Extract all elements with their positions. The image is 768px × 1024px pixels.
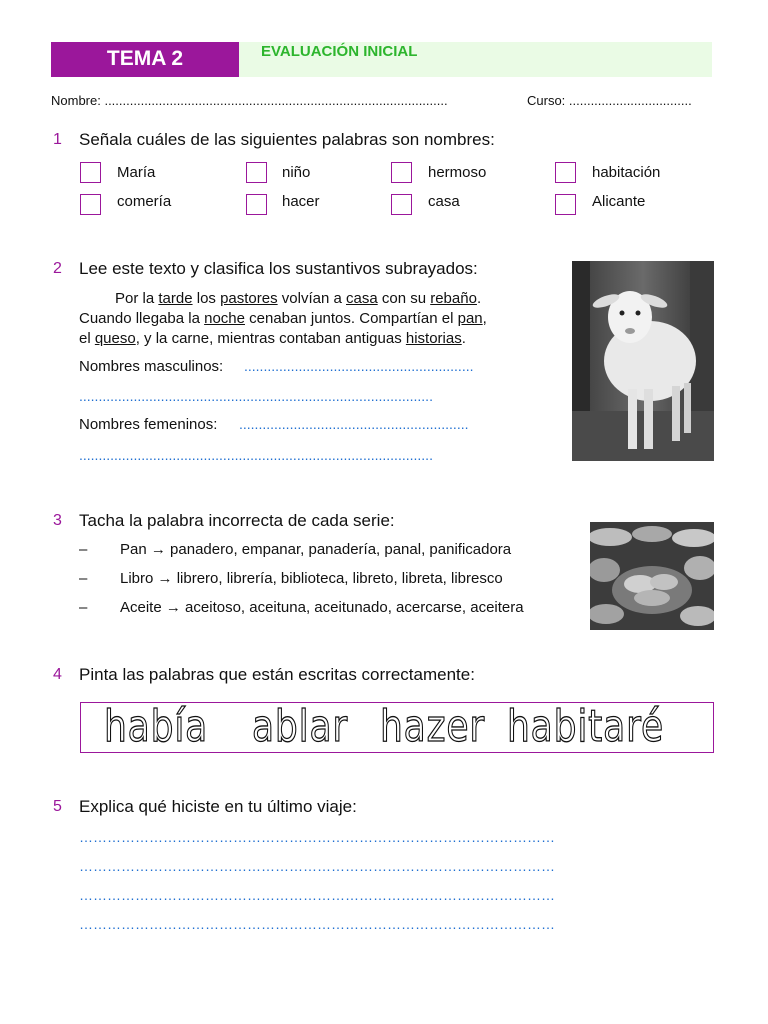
underlined-noun: rebaño bbox=[430, 290, 477, 307]
series-words[interactable]: librero, librería, biblioteca, libreto, libreta, libresco bbox=[176, 570, 503, 587]
word-label: casa bbox=[428, 193, 460, 210]
masculinos-answer-line[interactable]: ........................................................... bbox=[244, 358, 474, 374]
word-label: María bbox=[117, 164, 156, 181]
masculinos-answer-line-2[interactable]: ........................................................................................... bbox=[79, 388, 433, 404]
word-label: hermoso bbox=[428, 164, 487, 181]
arrow-icon: → bbox=[157, 570, 173, 587]
paint-word-hazer[interactable]: hazer bbox=[380, 701, 486, 752]
arrow-icon: → bbox=[165, 599, 181, 616]
paint-word-ablar[interactable]: ablar bbox=[252, 701, 349, 752]
masculinos-label: Nombres masculinos: bbox=[79, 358, 224, 375]
question-4-text: Pinta las palabras que están escritas correctamente: bbox=[79, 665, 475, 684]
question-number-2: 2 bbox=[53, 260, 62, 277]
word-label: niño bbox=[282, 164, 311, 181]
word-label: hacer bbox=[282, 193, 320, 210]
word-label: habitación bbox=[592, 164, 661, 181]
question-number-3: 3 bbox=[53, 512, 62, 529]
checkbox-hacer[interactable] bbox=[246, 194, 267, 215]
series-row-aceite: Aceite → aceitoso, aceituna, aceitunado, acercarse, aceitera bbox=[120, 599, 524, 616]
question-number-4: 4 bbox=[53, 666, 62, 683]
series-row-pan: Pan → panadero, empanar, panadería, panal, panificadora bbox=[120, 541, 512, 558]
word-label: comería bbox=[117, 193, 172, 210]
series-dash: – bbox=[79, 541, 88, 558]
nombre-field[interactable]: Nombre: ............................................................................................... bbox=[51, 93, 448, 108]
tema-badge: TEMA 2 bbox=[51, 42, 239, 77]
curso-field[interactable]: Curso: .................................. bbox=[527, 93, 692, 108]
checkbox-casa[interactable] bbox=[391, 194, 412, 215]
arrow-icon: → bbox=[150, 541, 166, 558]
answer-line[interactable]: ………………………………………………………………………………………… bbox=[79, 887, 555, 903]
question-3-text: Tacha la palabra incorrecta de cada serie: bbox=[79, 511, 395, 530]
word-label: Alicante bbox=[592, 193, 646, 210]
question-5-text: Explica qué hiciste en tu último viaje: bbox=[79, 797, 357, 816]
answer-line[interactable]: ………………………………………………………………………………………… bbox=[79, 858, 555, 874]
question-2-text: Lee este texto y clasifica los sustantivos subrayados: bbox=[79, 259, 478, 278]
reading-passage: Por la tarde los pastores volvían a casa con su rebaño. Cuando llegaba la noche cenaban juntos. Compartían el pan, el queso, y la carne, mientras contaban antiguas historias. bbox=[79, 290, 487, 347]
underlined-noun: tarde bbox=[158, 290, 193, 307]
question-1-text: Señala cuáles de las siguientes palabras son nombres: bbox=[79, 130, 495, 149]
answer-line[interactable]: ………………………………………………………………………………………… bbox=[79, 916, 555, 932]
underlined-noun: queso bbox=[94, 330, 136, 347]
checkbox-comeria[interactable] bbox=[80, 194, 101, 215]
femeninos-label: Nombres femeninos: bbox=[79, 416, 218, 433]
page-title: EVALUACIÓN INICIAL bbox=[261, 43, 418, 60]
femeninos-answer-line[interactable]: ........................................................... bbox=[239, 416, 469, 432]
answer-line[interactable]: ………………………………………………………………………………………… bbox=[79, 829, 555, 845]
question-number-5: 5 bbox=[53, 798, 62, 815]
question-number-1: 1 bbox=[53, 131, 62, 148]
series-words[interactable]: panadero, empanar, panadería, panal, panificadora bbox=[170, 541, 512, 558]
series-dash: – bbox=[79, 599, 88, 616]
checkbox-alicante[interactable] bbox=[555, 194, 576, 215]
checkbox-nino[interactable] bbox=[246, 162, 267, 183]
underlined-noun: pastores bbox=[220, 290, 278, 307]
underlined-noun: historias bbox=[405, 330, 462, 347]
series-row-libro: Libro → librero, librería, biblioteca, libreto, libreta, libresco bbox=[120, 570, 503, 587]
underlined-noun: noche bbox=[204, 310, 245, 327]
underlined-noun: casa bbox=[346, 290, 378, 307]
series-dash: – bbox=[79, 570, 88, 587]
paint-word-habia[interactable]: había bbox=[104, 701, 209, 752]
series-words[interactable]: aceitoso, aceituna, aceitunado, acercarse, aceitera bbox=[185, 599, 524, 616]
underlined-noun: pan bbox=[457, 310, 483, 327]
bread-photo bbox=[590, 522, 714, 630]
femeninos-answer-line-2[interactable]: ........................................................................................... bbox=[79, 447, 433, 463]
lamb-photo bbox=[572, 261, 714, 461]
checkbox-maria[interactable] bbox=[80, 162, 101, 183]
checkbox-habitacion[interactable] bbox=[555, 162, 576, 183]
checkbox-hermoso[interactable] bbox=[391, 162, 412, 183]
paint-word-habitare[interactable]: habitaré bbox=[507, 701, 664, 752]
